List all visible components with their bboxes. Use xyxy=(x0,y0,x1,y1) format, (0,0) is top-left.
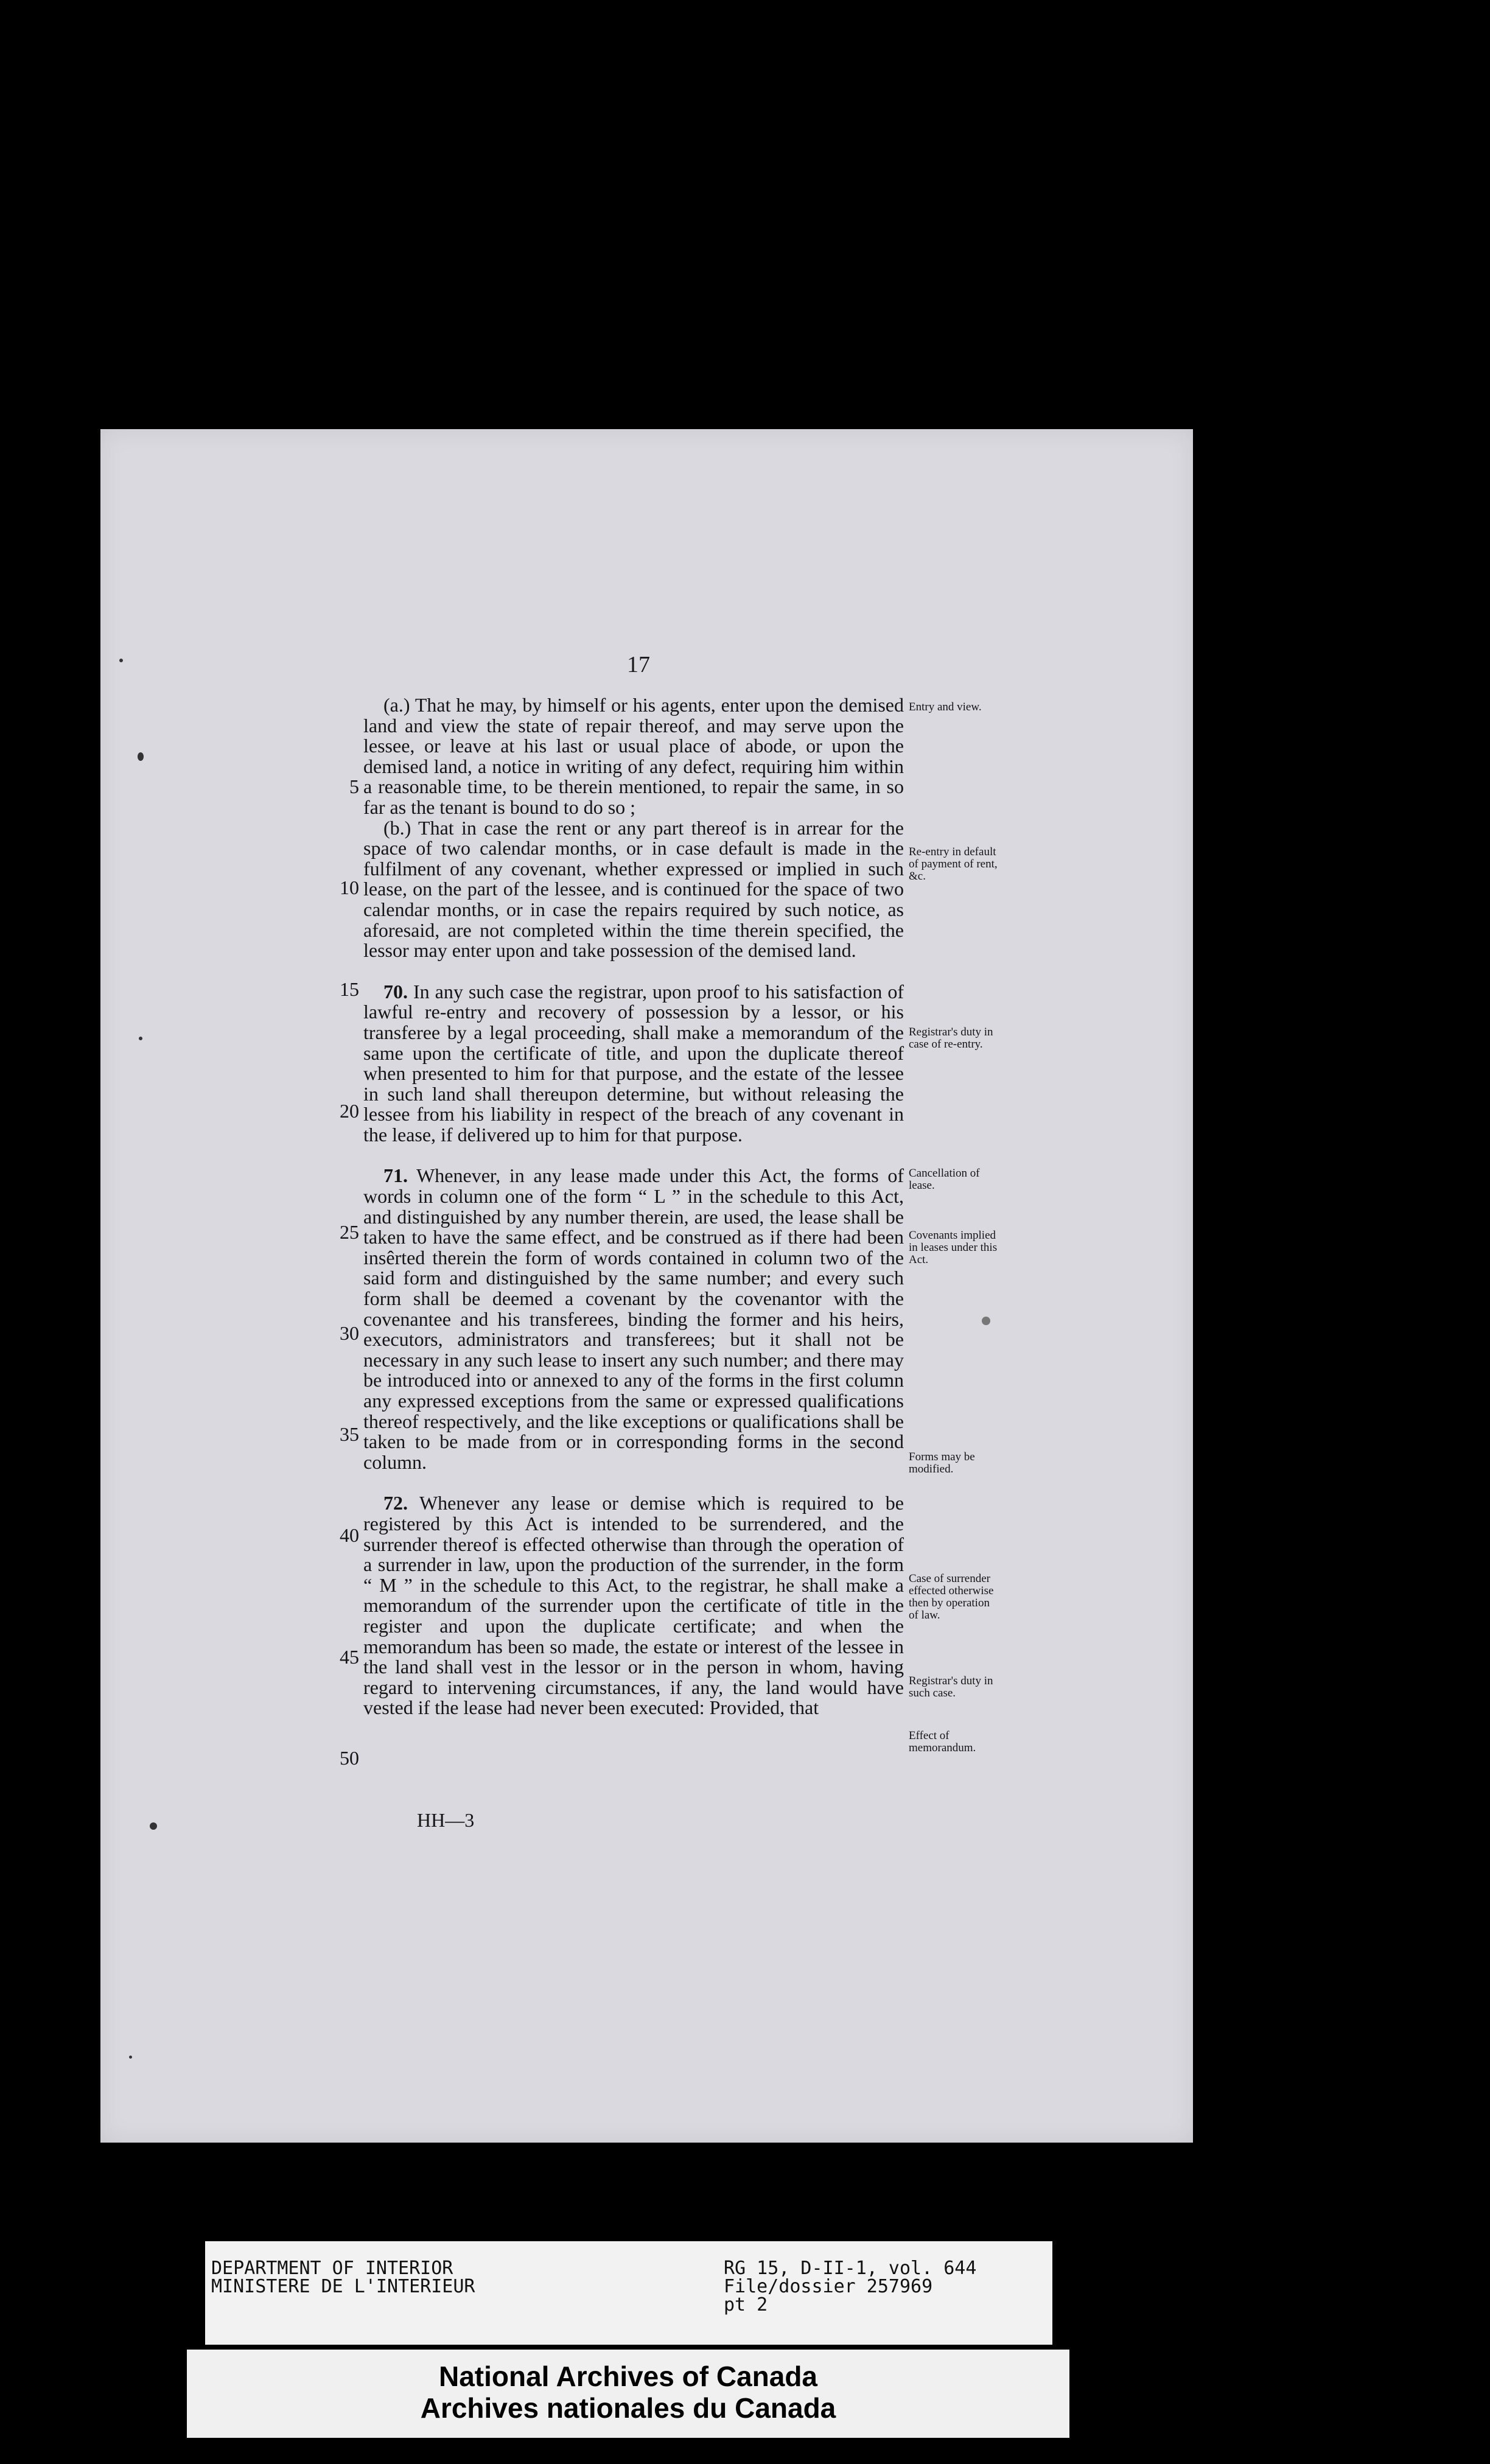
scan-speck xyxy=(129,2056,132,2059)
department-en: DEPARTMENT OF INTERIOR xyxy=(211,2258,453,2279)
section-72-number: 72. xyxy=(383,1492,408,1514)
section-72 xyxy=(363,1493,904,1718)
paragraph-a: (a.) That he may, by himself or his agents, enter upon the demised land and view the state of repair thereof, and may serve upon the lessee, or leave at his last or usual place of abode, or upon the demised land, a notice in writing of any defect, requiring him within a reasonable time, to be therein mentioned, to repair the same, in so far as the tenant is bound to do so ; xyxy=(363,694,904,818)
margin-note-surrender: Case of surrender effected otherwise then by operation of law. xyxy=(909,1572,994,1622)
line-number-45: 45 xyxy=(340,1646,359,1668)
margin-note-registrar-such-case: Registrar's duty in such case. xyxy=(909,1675,993,1699)
department-fr: MINISTERE DE L'INTERIEUR xyxy=(211,2276,475,2297)
footer-signature: HH—3 xyxy=(417,1809,475,1831)
section-70-text: In any such case the registrar, upon proof to his satisfaction of lawful re-entry and recovery of possession by a lessor, or his transferee by a legal proceeding, shall make a memorandum of the same upon the certificate of title, and upon the duplicate thereof when presented to him for that purpose, and the estate of the lessee in such land shall thereupon determine, but without releasing the lessee from his liability in respect of the breach of any covenant in the lease, if delivered up to him for that purpose. xyxy=(363,980,904,1146)
section-70-number: 70. xyxy=(383,980,408,1003)
margin-note-effect: Effect of memorandum. xyxy=(909,1729,976,1754)
section-72-text: Whenever any lease or demise which is required to be registered by this Act is intended to be surrendered, and the surrender thereof is effected otherwise than through the operation of a surrender in law, upon the production of the surrender, in the form “ M ” in the schedule to this Act, to the registrar, he shall make a memorandum of the surrender upon the certificate of title in the register and upon the duplicate certificate; and when the memorandum has been so made, the estate or interest of the lessee in the land shall vest in the lessor or in the person in whom, having regard to intervening circumstances, if any, the land would have vested if the lease had never been executed: Provided, that xyxy=(363,1492,904,1719)
body-text xyxy=(363,695,904,1718)
line-number-50: 50 xyxy=(340,1747,359,1769)
margin-note-cancellation: Cancellation of lease. xyxy=(909,1167,980,1192)
line-number-10: 10 xyxy=(340,877,359,898)
archives-banner xyxy=(187,2350,1069,2438)
line-number-25: 25 xyxy=(340,1221,359,1243)
margin-note-entry: Entry and view. xyxy=(909,701,982,713)
line-number-30: 30 xyxy=(340,1322,359,1344)
scan-speck xyxy=(138,752,144,761)
archive-label xyxy=(205,2241,1052,2345)
section-71-number: 71. xyxy=(383,1164,408,1187)
archive-label-left xyxy=(211,2259,475,2296)
margin-note-re-entry: Re-entry in default of payment of rent, &c. xyxy=(909,845,998,883)
line-number-35: 35 xyxy=(340,1423,359,1445)
section-71 xyxy=(363,1166,904,1472)
archives-name-en: National Archives of Canada xyxy=(438,2361,817,2392)
line-number-15: 15 xyxy=(340,978,359,1000)
record-group: RG 15, D-II-1, vol. 644 xyxy=(724,2258,977,2279)
part-number: pt 2 xyxy=(724,2294,768,2315)
paragraph-b: (b.) That in case the rent or any part thereof is in arrear for the space of two calendar months, or in case default is made in the fulfilment of any covenant, whether expressed or implied in such lease, on the part of the lessee, and is continued for the space of two calendar months, or in case the repairs required by such notice, as aforesaid, are not completed within the time therein specified, the lessor may enter upon and take possession of the demised land. xyxy=(363,816,904,962)
line-number-20: 20 xyxy=(340,1100,359,1122)
page-number: 17 xyxy=(627,652,650,677)
scan-speck xyxy=(139,1037,142,1040)
margin-note-registrar-duty: Registrar's duty in case of re-entry. xyxy=(909,1026,993,1051)
section-71-text: Whenever, in any lease made under this Act, the forms of words in column one of the form “ L ” in the schedule to this Act, and distinguished by any number therein, are used, the lease shall be taken to have the same effect, and be construed as if there had been insêrted therein the form of words contained in column two of the said form and distinguished by the same number; and every such form shall be deemed a covenant by the covenantor with the covenantee and his transferees, binding the former and his heirs, executors, administrators and transferees; but it shall not be necessary in any such lease to insert any such number; and there may be introduced into or annexed to any of the forms in the first column any expressed exceptions from the same or expressed qualifications thereof respectively, and the like exceptions or qualifications shall be taken to be made from or in corresponding forms in the second column. xyxy=(363,1164,904,1473)
section-70 xyxy=(363,982,904,1146)
margin-note-forms: Forms may be modified. xyxy=(909,1451,975,1475)
file-number: File/dossier 257969 xyxy=(724,2276,933,2297)
archives-name-fr: Archives nationales du Canada xyxy=(420,2392,836,2424)
archive-label-right xyxy=(724,2259,976,2314)
scan-speck xyxy=(982,1317,990,1325)
line-number-40: 40 xyxy=(340,1524,359,1546)
scan-speck xyxy=(150,1822,157,1830)
scan-speck xyxy=(119,659,123,662)
margin-note-covenants: Covenants implied in leases under this Act. xyxy=(909,1229,998,1266)
line-number-5: 5 xyxy=(349,775,359,797)
